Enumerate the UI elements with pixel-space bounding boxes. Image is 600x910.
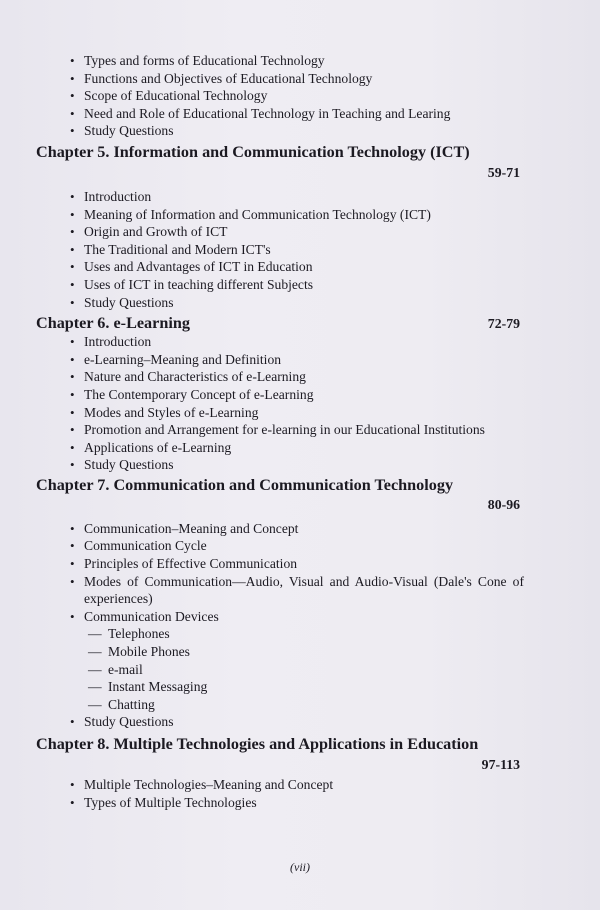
list-item: • Uses of ICT in teaching different Subjects (70, 276, 314, 292)
intro-list (0, 52, 600, 140)
list-item: • Origin and Growth of ICT (70, 224, 228, 240)
list-item: • Multiple Technologies–Meaning and Concept (70, 777, 334, 792)
list-item: • Communication Devices — Telephones — Mobile Phones — e-mail — Instant Messaging — Chatting (70, 608, 600, 714)
chapter-8-title: Chapter 8. Multiple Technologies and Applications in Education (36, 735, 479, 753)
bullet-icon: • (70, 88, 75, 104)
bullet-icon: • (70, 369, 75, 385)
chapter-8-pages: 97-113 (481, 757, 520, 772)
bullet-icon: • (70, 556, 75, 572)
bullet-icon: • (70, 351, 75, 367)
dash-icon: — (88, 644, 102, 660)
chapter-5-list (0, 188, 600, 311)
bullet-icon: • (70, 538, 75, 554)
list-item: • Principles of Effective Communication (70, 556, 298, 572)
list-item: • Types and forms of Educational Technology (70, 53, 325, 68)
list-item: • Study Questions (70, 294, 174, 310)
bullet-icon: • (70, 241, 75, 257)
toc-content (0, 52, 600, 811)
bullet-icon: • (70, 123, 75, 139)
list-item: • Nature and Characteristics of e-Learning (70, 369, 306, 385)
list-item: • Applications of e-Learning (70, 439, 232, 455)
list-item: • Introduction (70, 334, 152, 350)
list-item: • Types of Multiple Technologies (70, 794, 257, 810)
bullet-icon: • (70, 794, 75, 810)
communication-devices-list (84, 625, 524, 713)
chapter-7-title: Chapter 7. Communication and Communication Technology (36, 475, 454, 494)
chapter-8-list (0, 776, 600, 811)
bullet-icon: • (70, 294, 75, 310)
page-number: (vii) (290, 860, 310, 874)
list-item: • Study Questions (70, 457, 174, 473)
list-item: — e-mail (88, 661, 143, 677)
list-item: • Scope of Educational Technology (70, 88, 268, 104)
chapter-5-title: Chapter 5. Information and Communication Technology (ICT) (36, 142, 470, 161)
bullet-icon: • (70, 457, 75, 473)
list-item: • Modes of Communication—Audio, Visual and Audio-Visual (Dale's Cone of experiences) (70, 573, 524, 607)
dash-icon: — (88, 626, 102, 642)
dash-icon: — (88, 696, 102, 712)
bullet-icon: • (70, 224, 75, 240)
list-item: • Functions and Objectives of Educational Technology (70, 70, 373, 86)
bullet-icon: • (70, 53, 75, 68)
bullet-icon: • (70, 105, 75, 121)
list-item: — Telephones (88, 626, 170, 642)
list-item: • Introduction (70, 188, 152, 204)
chapter-5-pages: 59-71 (487, 164, 520, 180)
chapter-6-list (0, 333, 600, 474)
chapter-7-list (0, 520, 600, 731)
list-item: — Chatting (88, 696, 155, 712)
list-item: • Promotion and Arrangement for e-learning in our Educational Institutions (70, 422, 485, 438)
list-item: • Modes and Styles of e-Learning (70, 404, 259, 420)
bullet-icon: • (70, 276, 75, 292)
bullet-icon: • (70, 206, 75, 222)
bullet-icon: • (70, 573, 75, 589)
list-item: • Meaning of Information and Communication Technology (ICT) (70, 206, 431, 222)
list-item: • Need and Role of Educational Technology in Teaching and Learing (70, 105, 451, 121)
list-item: • Study Questions (70, 714, 174, 730)
bullet-icon: • (70, 334, 75, 350)
chapter-6-pages: 72-79 (487, 316, 520, 332)
bullet-icon: • (70, 188, 75, 204)
bullet-icon: • (70, 520, 75, 536)
chapter-6-title: Chapter 6. e-Learning 72-79 (36, 314, 520, 333)
list-item: • Communication–Meaning and Concept (70, 520, 299, 536)
bullet-icon: • (70, 386, 75, 402)
bullet-icon: • (70, 259, 75, 275)
bullet-icon: • (70, 608, 75, 624)
bullet-icon: • (70, 404, 75, 420)
bullet-icon: • (70, 422, 75, 438)
list-item: • The Contemporary Concept of e-Learning (70, 386, 314, 402)
bullet-icon: • (70, 439, 75, 455)
list-item: • The Traditional and Modern ICT's (70, 241, 271, 257)
chapter-7-pages: 80-96 (487, 496, 520, 512)
list-item: — Instant Messaging (88, 679, 208, 695)
list-item: • Study Questions (70, 123, 174, 139)
list-item: — Mobile Phones (88, 644, 190, 660)
list-item: • Communication Cycle (70, 538, 207, 554)
dash-icon: — (88, 661, 102, 677)
dash-icon: — (88, 679, 102, 695)
list-item: • Uses and Advantages of ICT in Education (70, 259, 313, 275)
bullet-icon: • (70, 70, 75, 86)
bullet-icon: • (70, 777, 75, 792)
bullet-icon: • (70, 714, 75, 730)
list-item: • e-Learning–Meaning and Definition (70, 351, 282, 367)
